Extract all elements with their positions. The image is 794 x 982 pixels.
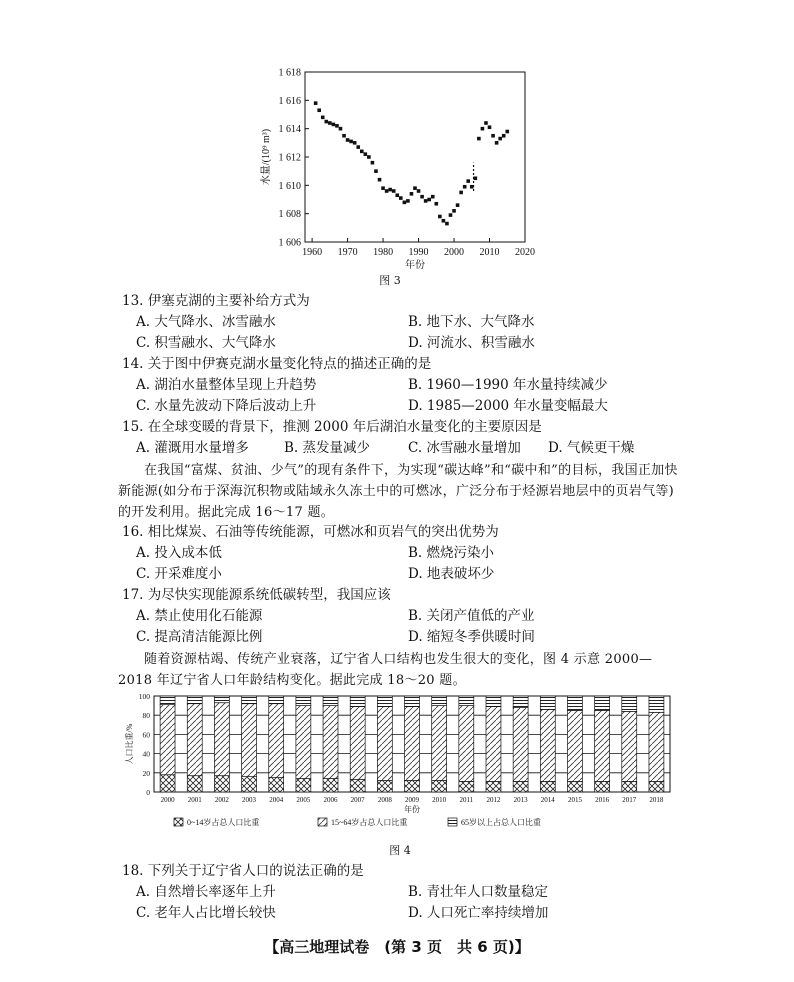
bar-segment [187, 704, 202, 776]
x-axis-label: 年份 [404, 805, 420, 814]
data-point [324, 120, 328, 124]
y-tick-label: 100 [138, 692, 150, 701]
legend-swatch [174, 818, 183, 826]
data-point [356, 145, 360, 149]
y-tick-label: 1 612 [278, 152, 301, 164]
question-14-option-b: B. 1960—1990 年水量持续减少 [408, 377, 608, 393]
x-tick-label: 2000 [160, 796, 175, 804]
question-14-option-d: D. 1985—2000 年水量变幅最大 [408, 398, 608, 414]
data-point [498, 137, 502, 141]
bar-segment [540, 781, 555, 792]
intro-paragraph-18-20: 随着资源枯竭、传统产业衰落，辽宁省人口结构也发生很大的变化，图 4 示意 2000—2018 年辽宁省人口年龄结构变化。据此完成 18～20 题。 [118, 652, 653, 688]
question-15-option-b: B. 蒸发量减少 [284, 440, 371, 456]
x-tick-label: 2009 [405, 796, 419, 804]
question-16-option-a: A. 投入成本低 [136, 545, 222, 561]
x-tick-label: 2020 [515, 247, 535, 258]
question-18-stem: 18. 下列关于辽宁省人口的说法正确的是 [122, 863, 364, 879]
data-point [335, 124, 339, 128]
bar-segment [567, 710, 582, 781]
data-point [445, 222, 449, 226]
bar-segment [486, 696, 501, 707]
data-point [328, 121, 332, 125]
bar-segment [323, 779, 338, 792]
bar-segment [377, 707, 392, 781]
question-14-stem: 14. 关于图中伊赛克湖水量变化特点的描述正确的是 [122, 356, 432, 372]
y-tick-label: 1 618 [278, 67, 301, 79]
question-13-option-c: C. 积雪融水、大气降水 [136, 335, 276, 351]
data-point [488, 125, 492, 129]
x-tick-label: 2003 [242, 796, 257, 804]
bar-segment [513, 708, 528, 782]
x-tick-label: 2008 [377, 796, 392, 804]
y-axis-label: 水量/(10⁹ m³) [261, 128, 272, 186]
data-point [381, 186, 385, 190]
bar-segment [269, 778, 284, 792]
data-point [371, 161, 375, 165]
data-point [364, 152, 368, 156]
data-point [484, 121, 488, 125]
question-15-option-d: D. 气候更干燥 [548, 440, 635, 456]
data-point [481, 127, 485, 131]
bar-segment [405, 696, 420, 707]
data-point [456, 203, 460, 207]
data-point [413, 186, 417, 190]
bar-segment [405, 780, 420, 792]
bar-segment [187, 776, 202, 792]
bar-segment [649, 781, 664, 792]
question-13-stem: 13. 伊塞克湖的主要补给方式为 [122, 293, 310, 309]
figure-3 [255, 60, 545, 270]
question-17-option-a: A. 禁止使用化石能源 [136, 608, 263, 624]
data-point [346, 138, 350, 142]
data-point [442, 219, 446, 223]
y-tick-label: 20 [142, 768, 150, 778]
bar-segment [214, 703, 229, 776]
data-point [360, 150, 364, 154]
bar-segment [160, 775, 175, 792]
x-tick-label: 2011 [459, 796, 474, 804]
bar-segment [350, 696, 365, 707]
data-point [342, 134, 346, 138]
bar-segment [513, 696, 528, 708]
x-tick-label: 2017 [622, 796, 637, 804]
bar-segment [296, 696, 311, 706]
x-tick-label: 2010 [479, 247, 500, 258]
question-18-option-a: A. 自然增长率逐年上升 [136, 884, 276, 900]
legend-label: 15~64岁占总人口比重 [331, 818, 408, 827]
x-tick-label: 2002 [214, 796, 229, 804]
data-point [434, 202, 438, 206]
data-point [438, 215, 442, 219]
bar-segment [269, 696, 284, 704]
bar-segment [296, 779, 311, 792]
data-point [452, 209, 456, 213]
x-tick-label: 2016 [595, 796, 610, 804]
data-point [353, 141, 357, 145]
bar-segment [323, 706, 338, 779]
bar-segment [459, 696, 474, 706]
y-tick-label: 1 616 [278, 95, 301, 107]
bar-segment [567, 781, 582, 792]
y-tick-label: 80 [142, 711, 150, 721]
bar-segment [459, 781, 474, 792]
question-18-option-d: D. 人口死亡率持续增加 [408, 905, 549, 921]
x-tick-label: 2012 [486, 796, 501, 804]
bar-segment [323, 696, 338, 706]
data-point [406, 199, 410, 203]
page-footer: 【高三地理试卷 (第 3 页 共 6 页)】 [264, 938, 530, 956]
bar-segment [622, 696, 637, 711]
data-point [349, 140, 353, 144]
y-tick-label: 60 [142, 730, 150, 740]
bar-segment [377, 696, 392, 707]
bar-segment [242, 704, 257, 777]
bar-segment [214, 696, 229, 703]
figure-3-caption: 图 3 [379, 274, 401, 287]
bar-segment [432, 780, 447, 792]
data-point [417, 189, 421, 193]
bar-segment [486, 781, 501, 792]
data-point [395, 193, 399, 197]
bar-segment [486, 707, 501, 782]
data-point [332, 123, 336, 127]
bar-segment [540, 709, 555, 781]
data-point [321, 116, 325, 120]
x-tick-label: 2000 [444, 247, 465, 258]
bar-segment [595, 710, 610, 781]
data-point [466, 179, 470, 183]
population-structure-chart [118, 690, 678, 840]
bar-segment [432, 706, 447, 781]
y-axis-label: 人口比重/% [125, 723, 134, 765]
question-15-stem: 15. 在全球变暖的背景下，推测 2000 年后湖泊水量变化的主要原因是 [122, 419, 542, 435]
bar-segment [432, 696, 447, 706]
data-point [388, 188, 392, 192]
question-16-option-d: D. 地表破坏少 [408, 566, 495, 582]
data-point [495, 141, 499, 145]
plot-frame [305, 72, 525, 242]
question-15-option-c: C. 冰雪融水量增加 [408, 440, 521, 456]
question-17-option-c: C. 提高清洁能源比例 [136, 629, 263, 645]
x-tick-label: 2013 [513, 796, 528, 804]
bar-segment [513, 781, 528, 792]
bar-segment [649, 712, 664, 781]
data-point [403, 201, 407, 205]
data-point [420, 195, 424, 199]
y-tick-label: 1 610 [278, 180, 301, 192]
bar-segment [350, 780, 365, 792]
question-17-option-d: D. 缩短冬季供暖时间 [408, 629, 535, 645]
figure-4-caption: 图 4 [389, 844, 411, 857]
bar-segment [622, 711, 637, 781]
y-tick-label: 40 [142, 749, 150, 759]
x-tick-label: 2006 [323, 796, 338, 804]
bar-segment [540, 696, 555, 709]
y-tick-label: 1 606 [278, 237, 301, 249]
x-tick-label: 2004 [269, 796, 284, 804]
data-point [374, 169, 378, 173]
question-16-stem: 16. 相比煤炭、石油等传统能源，可燃冰和页岩气的突出优势为 [122, 524, 499, 540]
question-16-option-c: C. 开采难度小 [136, 566, 222, 582]
bar-segment [242, 777, 257, 792]
data-point [339, 127, 343, 131]
data-point [367, 155, 371, 159]
intro-paragraph-16-17: 在我国“富煤、贫油、少气”的现有条件下，为实现“碳达峰”和“碳中和”的目标，我国正加快新能源(如分布于深海沉积物或陆域永久冻土中的可燃冰，广泛分布于烃源岩地层中的页岩气等)的开发利用。据此完成 16～17 题。 [118, 463, 678, 520]
x-tick-label: 2005 [296, 796, 311, 804]
legend-label: 0~14岁占总人口比重 [187, 818, 260, 827]
data-point [378, 178, 382, 182]
data-point [392, 189, 396, 193]
x-axis-label: 年份 [405, 260, 425, 270]
data-point [459, 191, 463, 195]
bar-segment [595, 696, 610, 710]
legend-swatch [318, 818, 327, 826]
question-17-option-b: B. 关闭产值低的产业 [408, 608, 535, 624]
legend-swatch [448, 818, 457, 826]
data-point [431, 195, 435, 199]
bar-segment [649, 696, 664, 712]
data-point [424, 199, 428, 203]
data-point [385, 189, 389, 193]
x-tick-label: 2015 [567, 796, 582, 804]
legend-label: 65岁以上占总人口比重 [461, 818, 541, 827]
bar-segment [269, 704, 284, 778]
x-tick-label: 1990 [408, 247, 429, 258]
data-point [491, 134, 495, 138]
question-16-option-b: B. 燃烧污染小 [408, 545, 495, 561]
question-14-option-a: A. 湖泊水量整体呈现上升趋势 [136, 377, 317, 393]
x-tick-label: 2001 [187, 796, 202, 804]
x-tick-label: 1970 [337, 247, 358, 258]
bar-segment [242, 696, 257, 704]
bar-segment [595, 781, 610, 792]
data-point [399, 196, 403, 200]
bar-segment [160, 696, 175, 705]
data-point [314, 101, 318, 105]
data-point [449, 213, 453, 217]
bar-segment [567, 696, 582, 710]
x-tick-label: 2014 [540, 796, 555, 804]
question-13-option-b: B. 地下水、大气降水 [408, 314, 535, 330]
x-tick-label: 2007 [350, 796, 365, 804]
bar-segment [160, 705, 175, 775]
lake-volume-chart [255, 60, 545, 270]
question-18-option-c: C. 老年人占比增长较快 [136, 905, 276, 921]
question-13-option-d: D. 河流水、积雪融水 [408, 335, 535, 351]
question-13-option-a: A. 大气降水、冰雪融水 [136, 314, 276, 330]
x-tick-label: 2018 [649, 796, 664, 804]
bar-segment [459, 706, 474, 782]
bar-segment [296, 706, 311, 779]
x-tick-label: 1960 [302, 247, 323, 258]
data-point [477, 137, 481, 141]
data-point [463, 185, 467, 189]
bar-segment [350, 707, 365, 780]
question-14-option-c: C. 水量先波动下降后波动上升 [136, 398, 317, 414]
x-tick-label: 2010 [432, 796, 447, 804]
data-point [505, 130, 509, 134]
y-tick-label: 1 614 [278, 124, 301, 136]
question-17-stem: 17. 为尽快实现能源系统低碳转型，我国应该 [122, 587, 391, 603]
bar-segment [187, 696, 202, 704]
question-18-option-b: B. 青壮年人口数量稳定 [408, 884, 549, 900]
figure-4 [118, 690, 678, 840]
bar-segment [622, 781, 637, 792]
data-point [410, 192, 414, 196]
bar-segment [377, 780, 392, 792]
bar-segment [214, 776, 229, 792]
data-point [427, 198, 431, 202]
data-point [317, 108, 321, 112]
y-tick-label: 0 [146, 788, 150, 797]
bar-segment [405, 707, 420, 781]
x-tick-label: 1980 [373, 247, 394, 258]
question-15-option-a: A. 灌溉用水量增多 [136, 440, 249, 456]
data-point [502, 134, 506, 138]
y-tick-label: 1 608 [278, 209, 301, 221]
